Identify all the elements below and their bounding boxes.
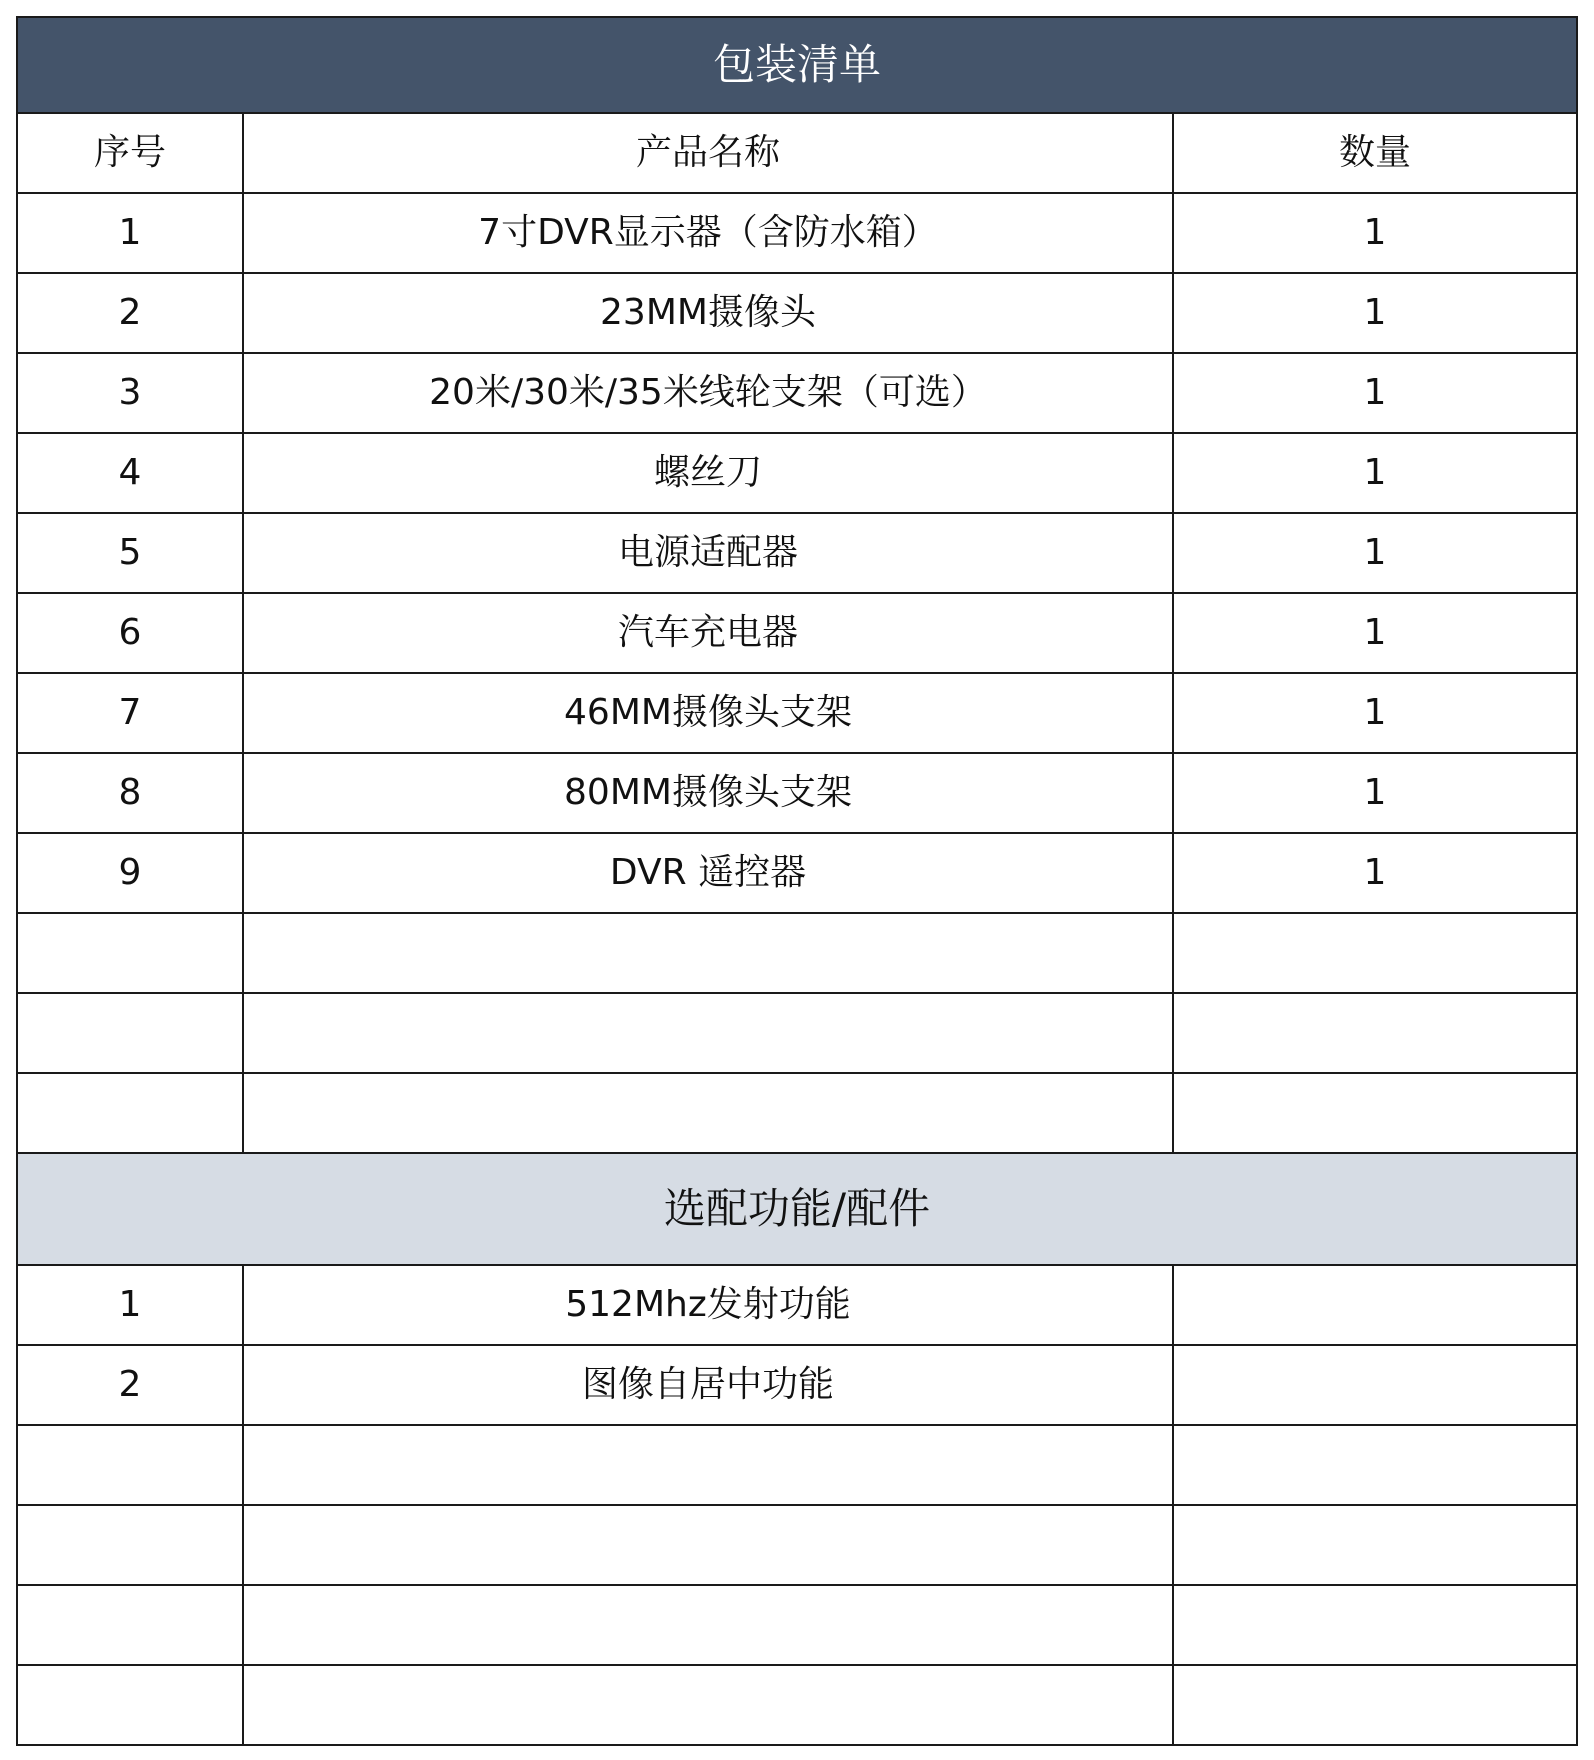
- cell-name: [243, 1585, 1173, 1665]
- cell-name: 20米/30米/35米线轮支架（可选）: [243, 353, 1173, 433]
- table-row: [17, 1585, 1577, 1665]
- cell-name: [243, 1073, 1173, 1153]
- table-row: [17, 513, 1577, 593]
- cell-index: [17, 1505, 243, 1585]
- cell-index: 1: [17, 1265, 243, 1345]
- cell-quantity: [1173, 1505, 1577, 1585]
- cell-name: 图像自居中功能: [243, 1345, 1173, 1425]
- table-row: [17, 1265, 1577, 1345]
- table-row: [17, 1073, 1577, 1153]
- cell-index: [17, 993, 243, 1073]
- cell-quantity: 1: [1173, 833, 1577, 913]
- cell-index: [17, 1665, 243, 1745]
- table-row: [17, 353, 1577, 433]
- header-quantity: 数量: [1173, 113, 1577, 193]
- cell-quantity: [1173, 1265, 1577, 1345]
- cell-name: [243, 1505, 1173, 1585]
- cell-quantity: 1: [1173, 193, 1577, 273]
- table-row: [17, 993, 1577, 1073]
- cell-index: [17, 1585, 243, 1665]
- cell-name: [243, 1425, 1173, 1505]
- cell-index: 1: [17, 193, 243, 273]
- table-row: [17, 1425, 1577, 1505]
- table-row: [17, 273, 1577, 353]
- cell-quantity: [1173, 1345, 1577, 1425]
- cell-quantity: [1173, 1665, 1577, 1745]
- section-title: 选配功能/配件: [17, 1153, 1577, 1265]
- title-row: [17, 17, 1577, 113]
- cell-index: 2: [17, 1345, 243, 1425]
- cell-index: 4: [17, 433, 243, 513]
- table-row: [17, 833, 1577, 913]
- cell-name: 46MM摄像头支架: [243, 673, 1173, 753]
- cell-quantity: [1173, 1425, 1577, 1505]
- cell-name: 7寸DVR显示器（含防水箱）: [243, 193, 1173, 273]
- cell-quantity: 1: [1173, 673, 1577, 753]
- cell-index: [17, 1425, 243, 1505]
- cell-quantity: 1: [1173, 753, 1577, 833]
- header-row: [17, 113, 1577, 193]
- cell-quantity: [1173, 913, 1577, 993]
- table-row: [17, 1665, 1577, 1745]
- cell-index: 9: [17, 833, 243, 913]
- header-name: 产品名称: [243, 113, 1173, 193]
- cell-quantity: 1: [1173, 273, 1577, 353]
- cell-quantity: 1: [1173, 593, 1577, 673]
- cell-name: DVR 遥控器: [243, 833, 1173, 913]
- table-title: 包装清单: [17, 17, 1577, 113]
- cell-index: 6: [17, 593, 243, 673]
- cell-index: 8: [17, 753, 243, 833]
- table-row: [17, 913, 1577, 993]
- cell-quantity: 1: [1173, 433, 1577, 513]
- cell-index: 7: [17, 673, 243, 753]
- cell-index: 3: [17, 353, 243, 433]
- cell-name: [243, 913, 1173, 993]
- cell-quantity: [1173, 1073, 1577, 1153]
- table-row: [17, 193, 1577, 273]
- table-row: [17, 753, 1577, 833]
- cell-quantity: [1173, 993, 1577, 1073]
- table-row: [17, 593, 1577, 673]
- cell-name: [243, 993, 1173, 1073]
- cell-index: 5: [17, 513, 243, 593]
- section-row: [17, 1153, 1577, 1265]
- cell-name: 512Mhz发射功能: [243, 1265, 1173, 1345]
- cell-name: 汽车充电器: [243, 593, 1173, 673]
- header-index: 序号: [17, 113, 243, 193]
- cell-name: [243, 1665, 1173, 1745]
- table-row: [17, 1345, 1577, 1425]
- table-row: [17, 673, 1577, 753]
- cell-quantity: [1173, 1585, 1577, 1665]
- cell-name: 80MM摄像头支架: [243, 753, 1173, 833]
- cell-name: 23MM摄像头: [243, 273, 1173, 353]
- table-row: [17, 433, 1577, 513]
- table-row: [17, 1505, 1577, 1585]
- cell-quantity: 1: [1173, 353, 1577, 433]
- cell-index: [17, 913, 243, 993]
- cell-name: 电源适配器: [243, 513, 1173, 593]
- cell-name: 螺丝刀: [243, 433, 1173, 513]
- cell-quantity: 1: [1173, 513, 1577, 593]
- cell-index: [17, 1073, 243, 1153]
- packing-list-table: [16, 16, 1578, 1746]
- cell-index: 2: [17, 273, 243, 353]
